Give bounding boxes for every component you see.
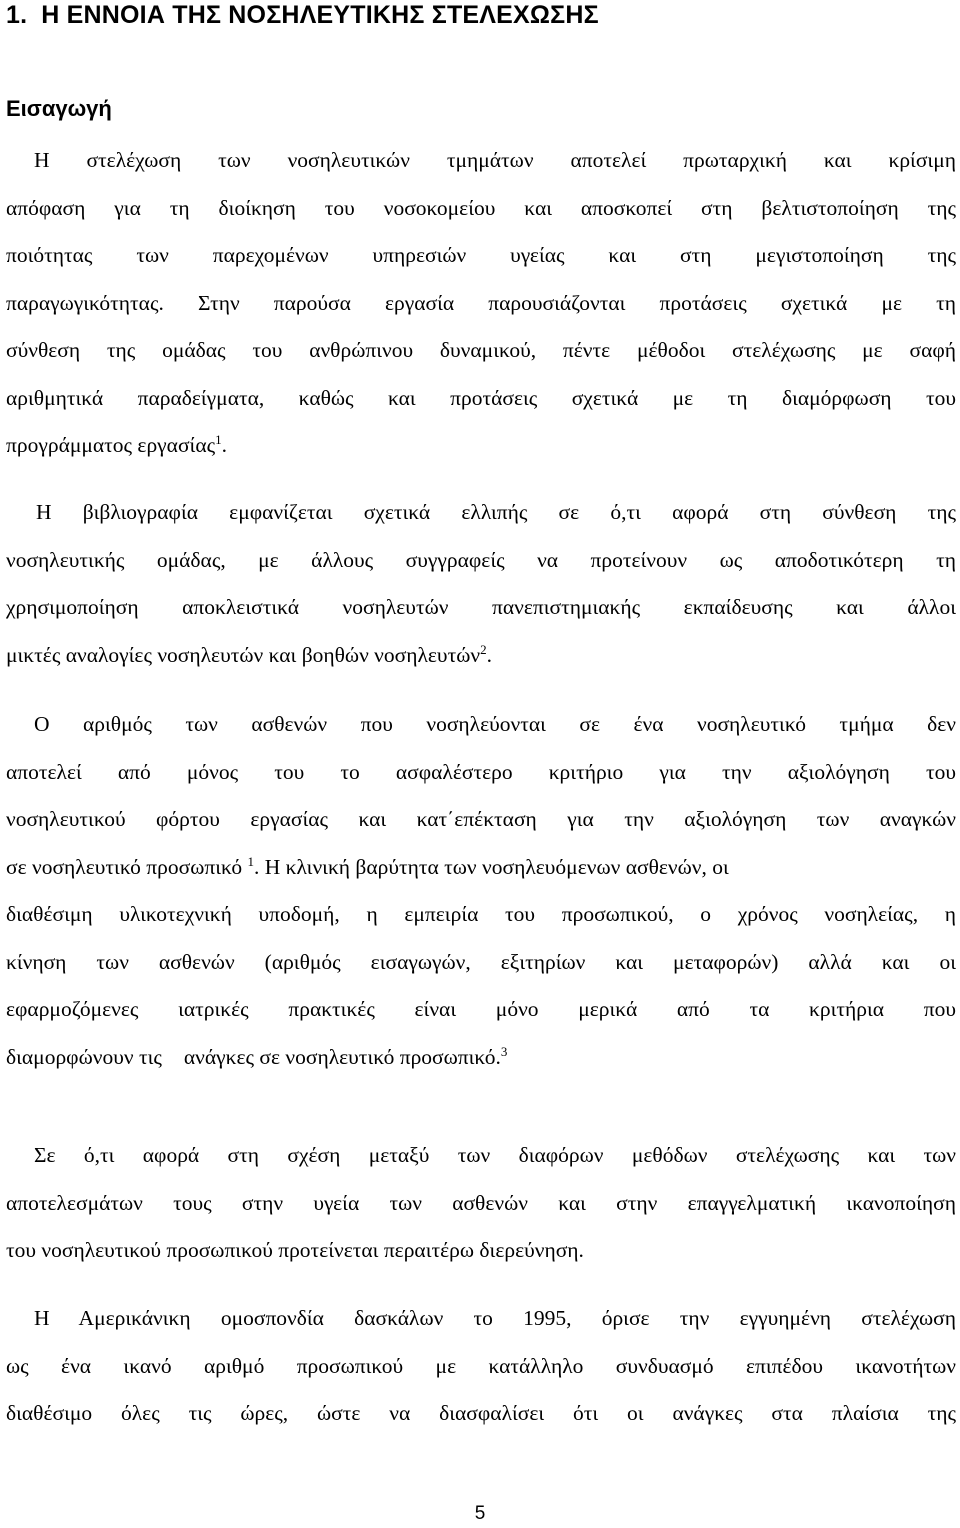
text-line (6, 1034, 956, 1082)
text-line: απόφαση για τη διοίκηση του νοσοκομείου και αποσκοπεί στη βελτιστοποίηση της (6, 195, 956, 220)
text-line (6, 632, 956, 680)
text-line: Σε ό,τι αφορά στη σχέση μεταξύ των διαφόρων μεθόδων στελέχωσης και των (34, 1143, 956, 1167)
text-line: Η βιβλιογραφία εμφανίζεται σχετικά ελλιπής σε ό,τι αφορά στη σύνθεση της (36, 500, 956, 524)
text-line: χρησιμοποίηση αποκλειστικά νοσηλευτών πανεπιστημιακής εκπαίδευσης και άλλοι (6, 595, 956, 619)
text-fragment: διαμορφώνουν τις (6, 1044, 162, 1069)
page-number: 5 (474, 1503, 486, 1524)
text-line: κίνηση των ασθενών (αριθμός εισαγωγών, εξιτηρίων και μεταφορών) αλλά και οι (6, 949, 956, 974)
text-line: Η στελέχωση των νοσηλευτικών τμημάτων αποτελεί πρωταρχική και κρίσιμη (34, 148, 956, 172)
text-fragment: σε νοσηλευτικό προσωπικό (6, 854, 243, 879)
footnote-ref: 1 (247, 853, 255, 869)
text-line: αριθμητικά παραδείγματα, καθώς και προτάσεις σχετικά με τη διαμόρφωση του (6, 385, 956, 410)
text-fragment: . (486, 642, 492, 667)
text-fragment: . (221, 433, 227, 457)
text-line: νοσηλευτικού φόρτου εργασίας και κατ΄επέκταση για την αξιολόγηση των αναγκών (6, 807, 956, 831)
text-line: διαθέσιμο όλες τις ώρες, ώστε να διασφαλίσει ότι οι ανάγκες στα πλαίσια της (6, 1401, 956, 1425)
text-line (6, 844, 956, 892)
paragraph-introduction (6, 137, 956, 470)
chapter-number: 1. (6, 1, 28, 29)
paragraph-federation (6, 1295, 956, 1438)
text-line: του νοσηλευτικού προσωπικού προτείνεται περαιτέρω διερεύνηση. (6, 1238, 584, 1262)
text-fragment: . Η κλινική βαρύτητα των νοσηλευόμενων ασθενών, οι (254, 854, 729, 879)
text-line (6, 422, 956, 470)
paragraph-bibliography (6, 489, 956, 679)
text-line: Ο αριθμός των ασθενών που νοσηλεύονται σε ένα νοσηλευτικό τμήμα δεν (34, 712, 956, 736)
footnote-ref: 1 (215, 431, 222, 447)
text-fragment: μικτές αναλογίες νοσηλευτών και βοηθών νοσηλευτών (6, 642, 481, 667)
text-line: νοσηλευτικής ομάδας, με άλλους συγγραφείς να προτείνουν ως αποδοτικότερη τη (6, 547, 956, 572)
text-line: ως ένα ικανό αριθμό προσωπικού με κατάλληλο συνδυασμό επιπέδου ικανοτήτων (6, 1353, 956, 1378)
text-fragment: προγράμματος εργασίας (6, 433, 216, 457)
chapter-title-text: Η ΕΝΝΟΙΑ ΤΗΣ ΝΟΣΗΛΕΥΤΙΚΗΣ ΣΤΕΛΕΧΩΣΗΣ (41, 1, 599, 29)
text-line: παραγωγικότητας. Στην παρούσα εργασία παρουσιάζονται προτάσεις σχετικά με τη (6, 290, 956, 315)
section-heading: Εισαγωγή (6, 96, 112, 121)
text-line: ποιότητας των παρεχομένων υπηρεσιών υγείας και στη μεγιστοποίηση της (6, 243, 956, 267)
chapter-title (6, 0, 599, 30)
text-line: σύνθεση της ομάδας του ανθρώπινου δυναμικού, πέντε μέθοδοι στελέχωσης με σαφή (6, 338, 956, 362)
text-line: αποτελεσμάτων τους στην υγεία των ασθενών και στην επαγγελματική ικανοποίηση (6, 1190, 956, 1215)
text-line: εφαρμοζόμενες ιατρικές πρακτικές είναι μόνο μερικά από τα κριτήρια που (6, 997, 956, 1021)
footnote-ref: 3 (500, 1043, 508, 1059)
paragraph-staffing-methods (6, 1132, 956, 1275)
footnote-ref: 2 (480, 641, 487, 657)
paragraph-patient-count (6, 701, 956, 1081)
text-line: Η Αμερικάνικη ομοσπονδία δασκάλων το 1995, όρισε την εγγυημένη στελέχωση (34, 1306, 956, 1330)
text-line: αποτελεί από μόνος του το ασφαλέστερο κριτήριο για την αξιολόγηση του (6, 759, 956, 784)
text-line: διαθέσιμη υλικοτεχνική υποδομή, η εμπειρία του προσωπικού, ο χρόνος νοσηλείας, η (6, 902, 956, 926)
text-fragment: ανάγκες σε νοσηλευτικό προσωπικό. (183, 1044, 501, 1069)
